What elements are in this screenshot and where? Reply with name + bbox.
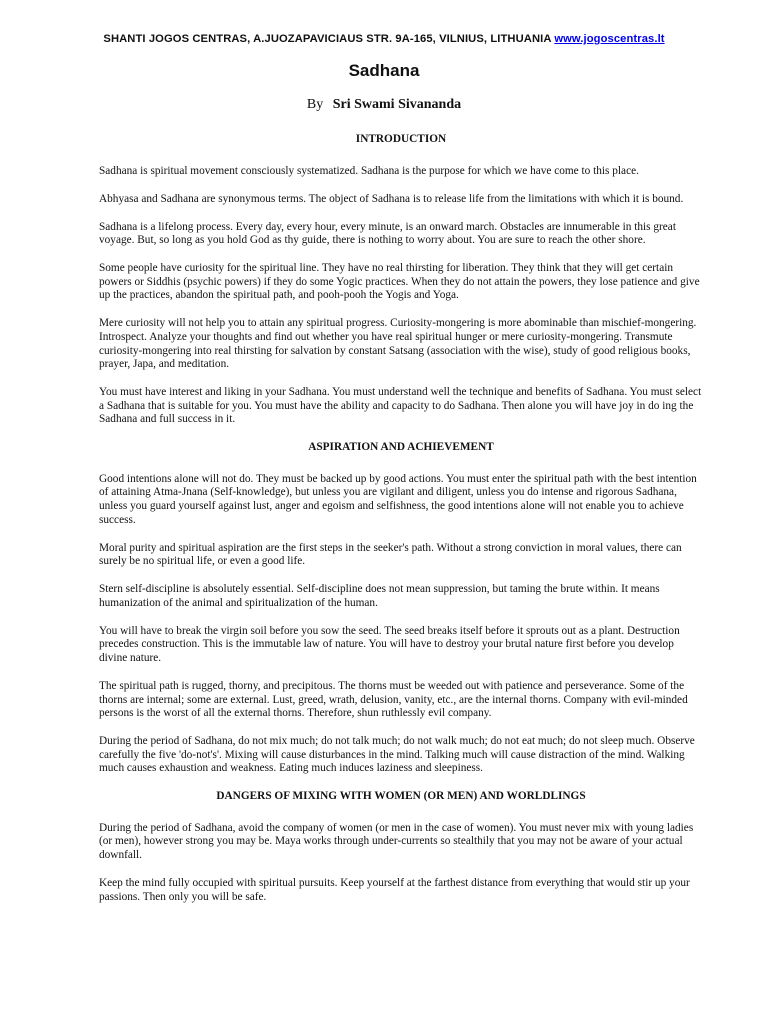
paragraph: Keep the mind fully occupied with spiritual pursuits. Keep yourself at the farthest distance from everything that would stir up your passions. Then only you will be safe. bbox=[99, 877, 690, 903]
byline bbox=[0, 97, 768, 113]
section-heading: ASPIRATION AND ACHIEVEMENT bbox=[308, 441, 494, 454]
paragraph: Stern self-discipline is absolutely essential. Self-discipline does not mean suppression, but taming the brute within. It means humanization of the animal and spiritualization of the human. bbox=[99, 583, 660, 609]
website-link[interactable]: www.jogoscentras.lt bbox=[554, 33, 665, 45]
paragraph: You must have interest and liking in your Sadhana. You must understand well the technique and benefits of Sadhana. You must select a Sadhana that is suitable for you. You must have the ability and capacity to do Sadhana. Then alone you will have joy in do ing the Sadhana and full success in it. bbox=[99, 386, 702, 426]
section-dangers-of-mixing bbox=[99, 790, 703, 904]
paragraph: You will have to break the virgin soil before you sow the seed. The seed breaks itself before it sprouts out as a plant. Destruction precedes construction. This is the immutable law of nature. You will have to destroy your brutal nature first before you develop divine nature. bbox=[99, 624, 680, 664]
paragraph: Sadhana is spiritual movement consciously systematized. Sadhana is the purpose for which we have come to this place. bbox=[99, 164, 639, 177]
paragraph: Sadhana is a lifelong process. Every day, every hour, every minute, is an onward march. Obstacles are innumerable in this great voyage. But, so long as you hold God as thy guide, there is nothing to worry about. You are sure to reach the other shore. bbox=[99, 220, 676, 247]
section-heading: DANGERS OF MIXING WITH WOMEN (OR MEN) AND WORLDLINGS bbox=[216, 790, 586, 803]
paragraph: Good intentions alone will not do. They must be backed up by good actions. You must enter the spiritual path with the best intention of attaining Atma-Jnana (Self-knowledge), but unless you are vigilant and diligent, unless you do intense and rigorous Sadhana, unless you guard yourself against lust, anger and egoism and selfishness, the good intentions alone will not enable you to achieve success. bbox=[99, 472, 697, 526]
author-name: Sri Swami Sivananda bbox=[332, 97, 462, 112]
document-body bbox=[99, 133, 703, 919]
organization-address: SHANTI JOGOS CENTRAS, A.JUOZAPAVICIAUS STR. 9A-165, VILNIUS, LITHUANIA bbox=[103, 33, 552, 45]
section-introduction bbox=[99, 133, 703, 427]
paragraph: Mere curiosity will not help you to attain any spiritual progress. Curiosity-mongering is more abominable than mischief-mongering. Introspect. Analyze your thoughts and find out whether you have real spiritual hunger or mere curiosity-mongering. Transmute curiosity-mongering into real thirsting for salvation by constant Satsang (association with the wise), study of good religious books, prayer, Japa, and meditation. bbox=[99, 317, 697, 371]
paragraph: Abhyasa and Sadhana are synonymous terms. The object of Sadhana is to release life from the limitations with which it is bound. bbox=[99, 192, 684, 205]
paragraph: Some people have curiosity for the spiritual line. They have no real thirsting for liberation. They think that they will get certain powers or Siddhis (psychic powers) if they do some Yogic practices. When they do not attain the powers, they lose patience and give up the practices, abandon the spiritual path, and pooh-pooh the Yogis and Yoga. bbox=[99, 262, 700, 302]
section-heading: INTRODUCTION bbox=[355, 133, 447, 145]
paragraph: During the period of Sadhana, do not mix much; do not talk much; do not walk much; do not eat much; do not sleep much. Observe carefully the five 'do-not's'. Mixing will cause disturbances in the mind. Talking much will cause distraction of the mind. Walking much causes exhaustion and weakness. Eating much induces laziness and sleepiness. bbox=[99, 735, 695, 775]
section-aspiration-and-achievement bbox=[99, 441, 703, 776]
paragraph: The spiritual path is rugged, thorny, and precipitous. The thorns must be weeded out with patience and perseverance. Some of the thorns are internal; some are external. Lust, greed, wrath, delusion, vanity, etc., are the internal thorns. Company with evil-minded persons is the worst of all the external thorns. Therefore, shun ruthlessly evil company. bbox=[99, 679, 688, 720]
page-header bbox=[0, 33, 768, 45]
document-title: Sadhana bbox=[348, 61, 420, 80]
by-label: By bbox=[306, 97, 324, 112]
paragraph: During the period of Sadhana, avoid the company of women (or men in the case of women). You must never mix with young ladies (or men), however strong you may be. Maya works through under-currents so stealthily that you may not be aware of your actual downfall. bbox=[99, 821, 694, 862]
paragraph: Moral purity and spiritual aspiration are the first steps in the seeker's path. Without a strong conviction in moral values, there can surely be no spiritual life, or even a good life. bbox=[99, 541, 682, 568]
